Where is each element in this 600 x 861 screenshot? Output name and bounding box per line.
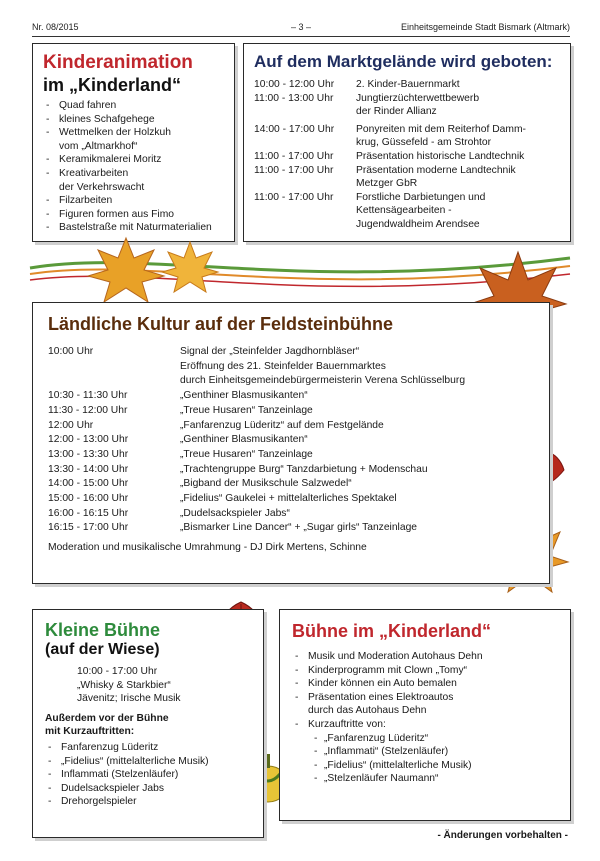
list-item: vom „Altmarkhof“ xyxy=(59,140,138,152)
kinderanimation-title: Kinderanimation xyxy=(43,52,193,73)
sublist-item: - „Fidelius“ (mittelalterliche Musik) xyxy=(314,759,558,773)
schedule-time: 10:00 - 12:00 Uhr xyxy=(254,79,335,90)
schedule-row xyxy=(254,204,560,218)
schedule-time: 11:30 - 12:00 Uhr xyxy=(48,404,128,416)
feldsteinbuehne-title: Ländliche Kultur auf der Feldsteinbühne xyxy=(48,314,394,334)
schedule-desc: „Treue Husaren“ Tanzeinlage xyxy=(180,404,313,416)
sublist-item: - „Inflammati“ (Stelzenläufer) xyxy=(314,745,558,759)
schedule-time xyxy=(254,204,356,218)
schedule-time: 10:30 - 11:30 Uhr xyxy=(48,390,128,402)
sublist-item: - „Stelzenläufer Naumann“ xyxy=(314,772,558,786)
schedule-row xyxy=(254,218,560,232)
schedule-row xyxy=(254,92,560,106)
schedule-desc: 2. Kinder-Bauernmarkt xyxy=(356,79,460,90)
schedule-time: 15:00 - 16:00 Uhr xyxy=(48,493,129,505)
schedule-desc: Metzger GbR xyxy=(356,178,418,190)
schedule-desc: „Treue Husaren“ Tanzeinlage xyxy=(180,448,313,460)
list-item: - Bastelstraße mit Naturmaterialien xyxy=(43,221,224,235)
markt-box xyxy=(243,43,571,242)
list-item: - Wettmelken der Holzkuh xyxy=(43,126,224,140)
kinderanimation-subtitle: im „Kinderland“ xyxy=(43,75,182,95)
schedule-row xyxy=(254,164,560,178)
schedule-time: 16:15 - 17:00 Uhr xyxy=(48,522,129,534)
kurzauftritte-sublist-container xyxy=(292,732,558,786)
schedule-desc: „Trachtengruppe Burg“ Tanzdarbietung + Modenschau xyxy=(180,463,428,475)
event-line: 10:00 - 17:00 Uhr xyxy=(77,666,158,677)
schedule-row xyxy=(48,448,534,463)
schedule-row xyxy=(48,463,534,478)
list-item: - Filzarbeiten xyxy=(43,194,224,208)
schedule-time xyxy=(254,177,356,191)
schedule-row xyxy=(254,150,560,164)
schedule-row xyxy=(48,521,534,536)
schedule-desc: „Fidelius“ Gaukelei + mittelalterliches Spektakel xyxy=(180,493,397,505)
schedule-row xyxy=(254,105,560,119)
buehne-kinderland-title: Bühne im „Kinderland“ xyxy=(292,621,492,641)
schedule-desc: Kettensägearbeiten - xyxy=(356,205,452,217)
kleine-buehne-box xyxy=(32,609,264,838)
schedule-row xyxy=(254,136,560,150)
schedule-time: 12:00 - 13:00 Uhr xyxy=(48,434,129,446)
page-header xyxy=(32,22,570,36)
markt-title: Auf dem Marktgelände wird geboten: xyxy=(254,52,553,71)
schedule-desc: „Fanfarenzug Lüderitz“ auf dem Festgelände xyxy=(180,419,384,431)
schedule-row xyxy=(48,433,534,448)
kinderanimation-box xyxy=(32,43,235,242)
list-item: - „Fidelius“ (mittelalterliche Musik) xyxy=(45,755,251,769)
moderation-note: Moderation und musikalische Umrahmung - DJ Dirk Mertens, Schinne xyxy=(48,542,367,554)
kleine-buehne-subtitle: (auf der Wiese) xyxy=(45,641,160,658)
schedule-time xyxy=(48,374,180,389)
maple-leaf-icon xyxy=(86,236,166,306)
schedule-row xyxy=(48,389,534,404)
schedule-desc: „Genthiner Blasmusikanten“ xyxy=(180,390,308,402)
list-item: - kleines Schafgehege xyxy=(43,113,224,127)
schedule-row xyxy=(48,419,534,434)
schedule-desc: „Bigband der Musikschule Salzwedel“ xyxy=(180,478,352,490)
schedule-time: 16:00 - 16:15 Uhr xyxy=(48,507,129,519)
list-item: - Dudelsackspieler Jabs xyxy=(45,782,251,796)
kleine-buehne-list xyxy=(45,741,251,809)
schedule-time xyxy=(254,136,356,150)
schedule-time xyxy=(48,360,180,375)
buehne-kinderland-list xyxy=(292,650,558,786)
schedule-desc: krug, Güssefeld - am Strohtor xyxy=(356,137,492,149)
schedule-time: 11:00 - 17:00 Uhr xyxy=(254,191,334,203)
schedule-time: 11:00 - 17:00 Uhr xyxy=(254,164,334,176)
list-item: - Kinderprogramm mit Clown „Tomy“ xyxy=(292,664,558,678)
schedule-time: 13:30 - 14:00 Uhr xyxy=(48,463,129,475)
schedule-row xyxy=(48,492,534,507)
schedule-time: 14:00 - 17:00 Uhr xyxy=(254,123,335,135)
schedule-desc: Signal der „Steinfelder Jagdhornbläser“ xyxy=(180,346,360,357)
schedule-desc: „Bismarker Line Dancer“ + „Sugar girls“ Tanzeinlage xyxy=(180,522,418,534)
changes-reserved-note: - Änderungen vorbehalten - xyxy=(437,830,568,841)
kinderanimation-list xyxy=(43,99,224,235)
schedule-row xyxy=(48,345,534,360)
schedule-desc: Jugendwaldheim Arendsee xyxy=(356,218,480,230)
schedule-desc: Präsentation historische Landtechnik xyxy=(356,150,525,162)
publisher-name: Einheitsgemeinde Stadt Bismark (Altmark) xyxy=(400,22,570,32)
list-item: - Drehorgelspieler xyxy=(45,795,251,809)
list-item: - Kinder können ein Auto bemalen xyxy=(292,677,558,691)
markt-schedule xyxy=(254,78,560,232)
list-item: - Kreativarbeiten xyxy=(43,167,224,181)
schedule-desc: Jungtierzüchterwettbewerb xyxy=(356,92,480,104)
sublist-item: - „Fanfarenzug Lüderitz“ xyxy=(314,732,558,746)
list-item: - Inflammati (Stelzenläufer) xyxy=(45,768,251,782)
list-item: - Kurzauftritte von: xyxy=(292,718,558,732)
schedule-time: 11:00 - 13:00 Uhr xyxy=(254,92,334,104)
schedule-time: 11:00 - 17:00 Uhr xyxy=(254,150,334,162)
schedule-time xyxy=(254,105,356,119)
header-divider xyxy=(32,36,570,37)
schedule-desc: Forstliche Darbietungen und xyxy=(356,191,486,203)
list-item: - Fanfarenzug Lüderitz xyxy=(45,741,251,755)
kurzauftritte-heading-line: Außerdem vor der Bühne xyxy=(45,712,169,724)
schedule-desc: durch Einheitsgemeindebürgermeisterin Verena Schlüsselburg xyxy=(180,375,466,387)
schedule-desc: Präsentation moderne Landtechnik xyxy=(356,164,516,176)
kleine-buehne-title: Kleine Bühne xyxy=(45,620,161,640)
feldsteinbuehne-box xyxy=(32,302,550,584)
schedule-time: 12:00 Uhr xyxy=(48,419,94,431)
kurzauftritte-sublist xyxy=(308,732,558,786)
feldsteinbuehne-schedule xyxy=(48,345,534,536)
schedule-desc: Ponyreiten mit dem Reiterhof Damm- xyxy=(356,123,526,135)
schedule-desc: „Genthiner Blasmusikanten“ xyxy=(180,434,308,446)
list-item: - Quad fahren xyxy=(43,99,224,113)
schedule-row xyxy=(48,374,534,389)
schedule-row xyxy=(254,78,560,92)
schedule-row xyxy=(254,123,560,137)
list-item: - Präsentation eines Elektroautos xyxy=(292,691,558,705)
schedule-row xyxy=(48,360,534,375)
schedule-desc: „Dudelsackspieler Jabs“ xyxy=(180,507,290,519)
list-item: - Figuren formen aus Fimo xyxy=(43,208,224,222)
event-line: „Whisky & Starkbier“ xyxy=(77,679,171,691)
schedule-desc: Eröffnung des 21. Steinfelder Bauernmarktes xyxy=(180,360,386,372)
maple-leaf-icon xyxy=(160,240,220,295)
buehne-kinderland-box xyxy=(279,609,571,821)
kurzauftritte-heading xyxy=(45,712,251,739)
schedule-row xyxy=(254,177,560,191)
schedule-row xyxy=(48,404,534,419)
list-item: - Keramikmalerei Moritz xyxy=(43,153,224,167)
event-line: Jävenitz; Irische Musik xyxy=(77,693,181,705)
list-item: der Verkehrswacht xyxy=(59,181,145,193)
schedule-time: 10:00 Uhr xyxy=(48,346,94,357)
schedule-row xyxy=(48,477,534,492)
schedule-time: 14:00 - 15:00 Uhr xyxy=(48,478,129,490)
kurzauftritte-heading-line: mit Kurzauftritten: xyxy=(45,726,135,738)
schedule-time xyxy=(254,218,356,232)
schedule-row xyxy=(254,191,560,205)
list-item: - Musik und Moderation Autohaus Dehn xyxy=(292,650,558,664)
schedule-row xyxy=(48,507,534,522)
issue-number: Nr. 08/2015 xyxy=(32,22,79,32)
schedule-desc: der Rinder Allianz xyxy=(356,106,437,118)
schedule-time: 13:00 - 13:30 Uhr xyxy=(48,448,129,460)
kleine-buehne-event xyxy=(45,665,251,706)
page-number: – 3 – xyxy=(290,22,312,32)
list-item: durch das Autohaus Dehn xyxy=(308,705,427,717)
